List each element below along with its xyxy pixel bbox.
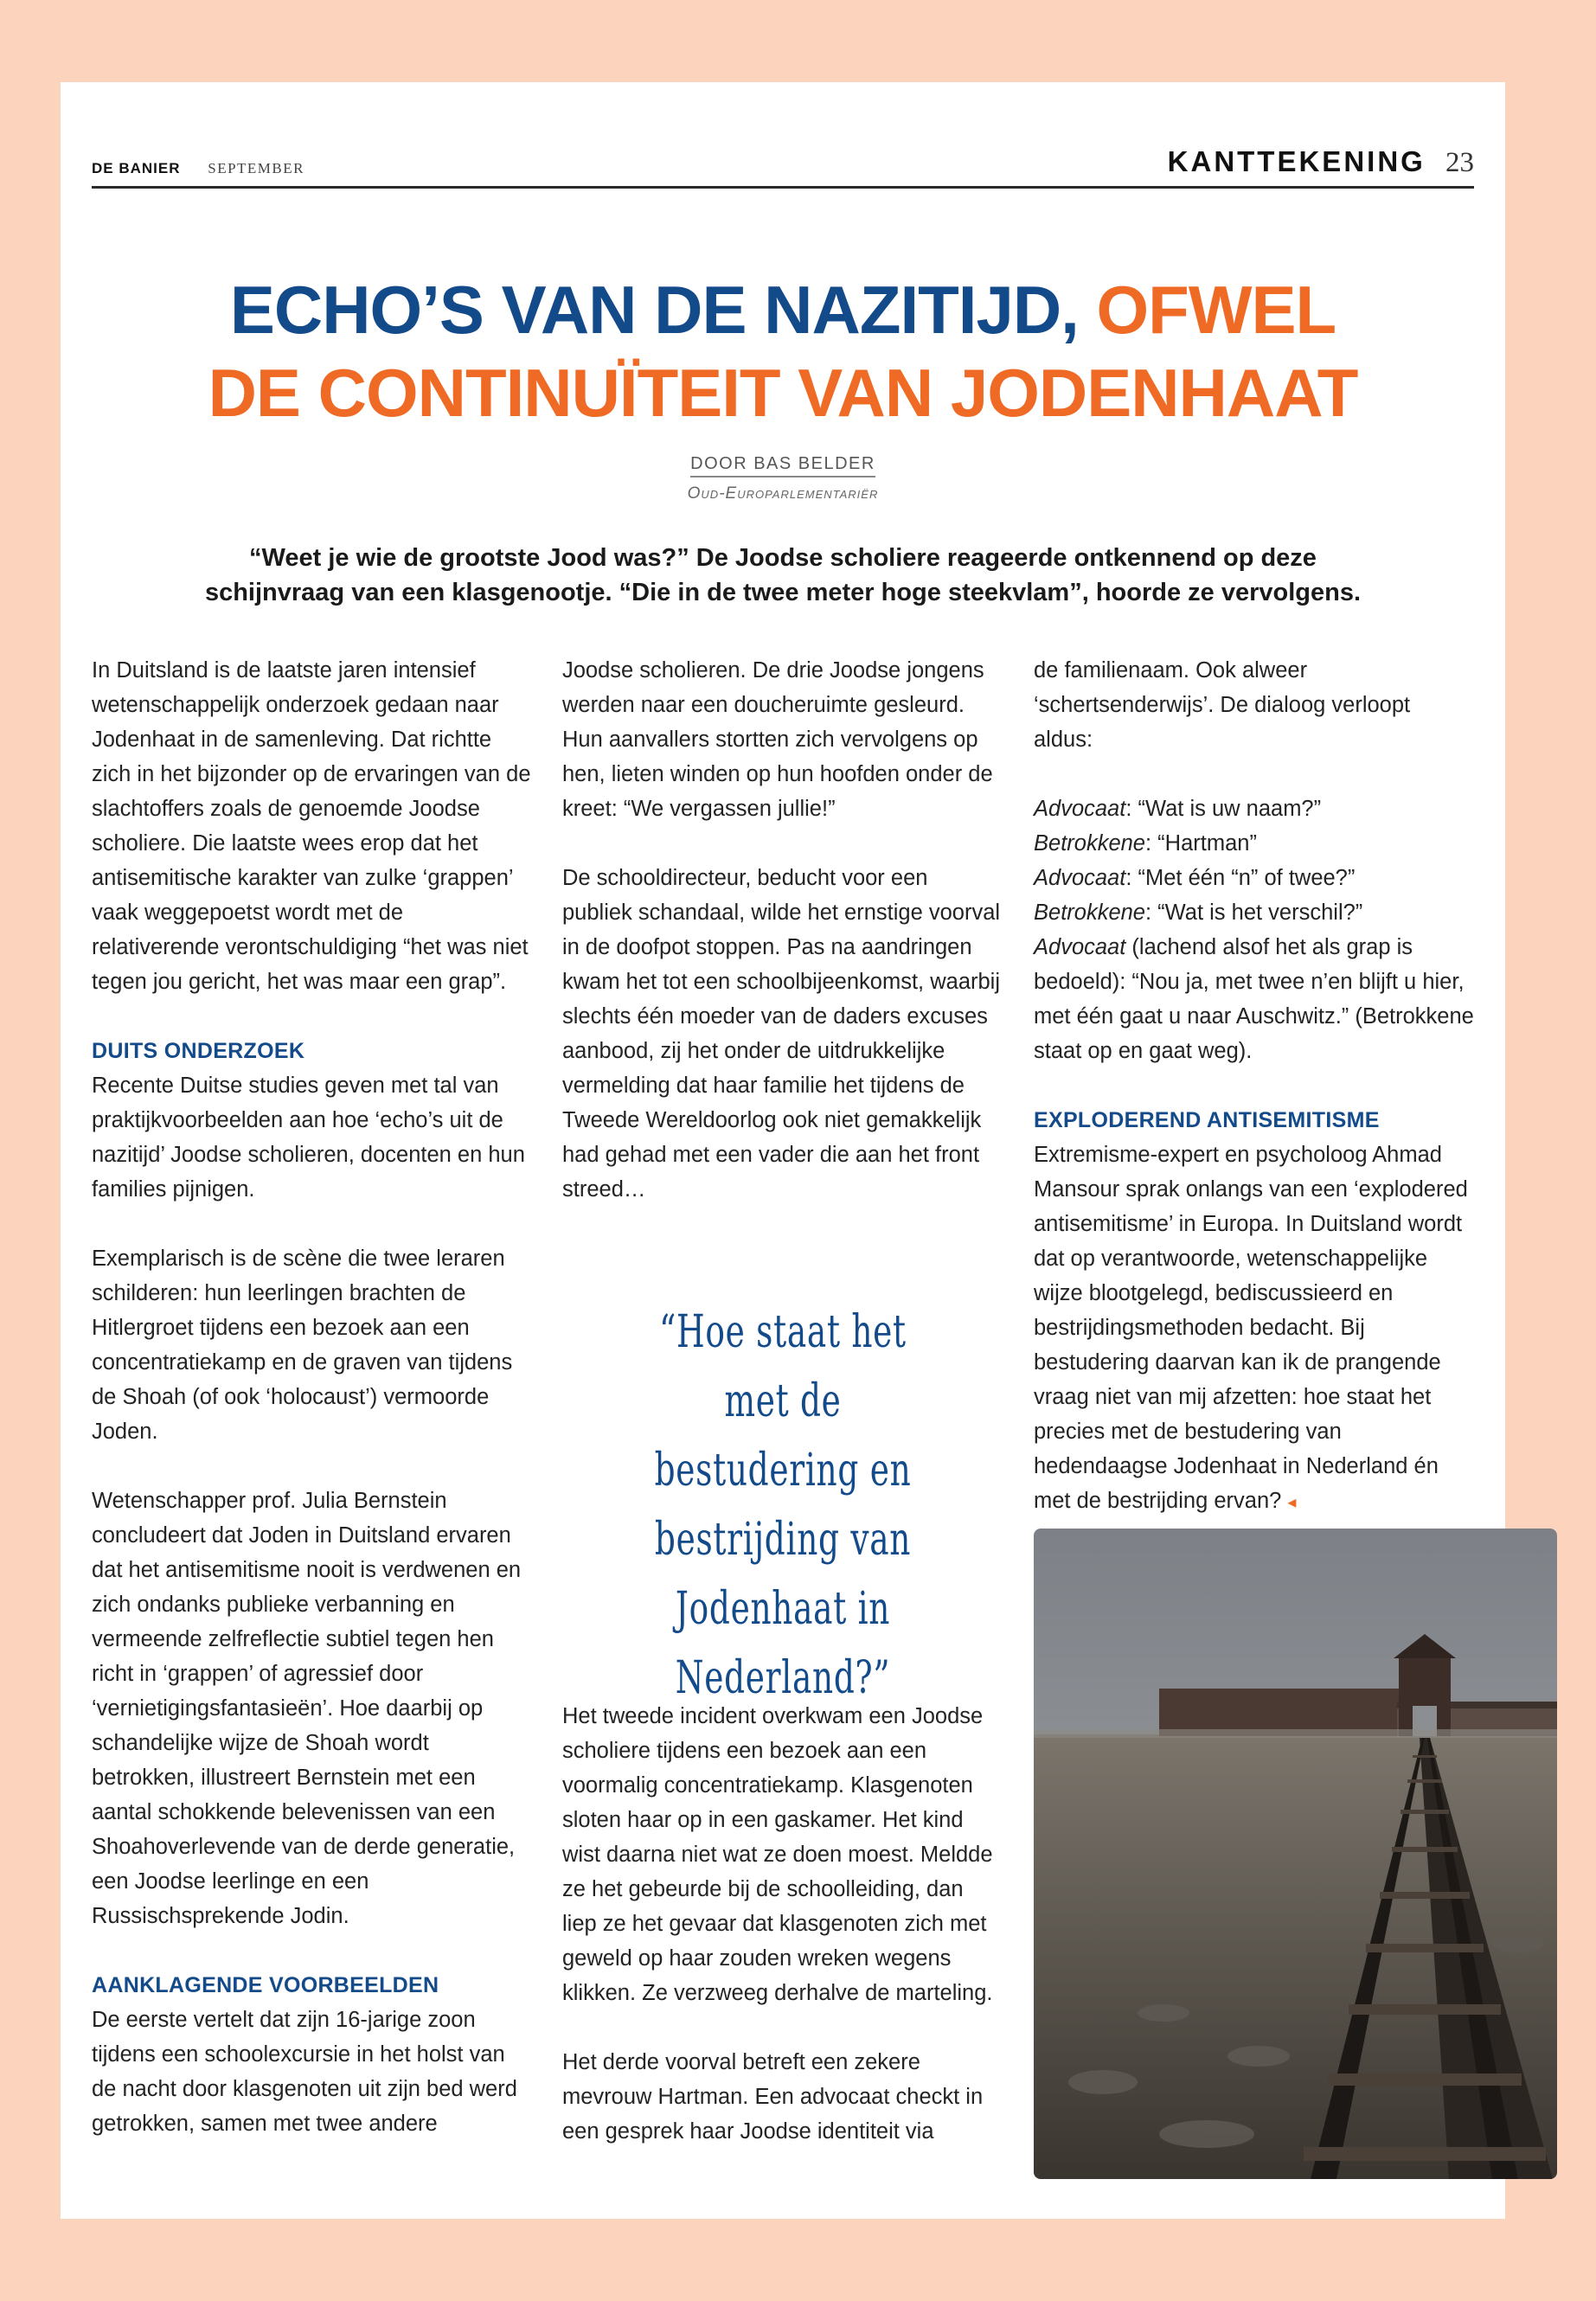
paragraph: Het tweede incident overkwam een Joodse scholiere tijdens een bezoek aan een voormalig concentratiekamp. Klasgenoten sloten haar op in een gaskamer. Het kind wist daarna niet wat ze doen moest. Meldde ze het gebeurde bij de schoolleiding, dan liep ze het gevaar dat klasgenoten zich met geweld op haar zouden wreken wegens klikken. Ze verzweeg derhalve de marteling. (562, 1704, 993, 2005)
article-title (61, 268, 1505, 434)
subheading-aanklagende-voorbeelden: AANKLAGENDE VOORBEELDEN (92, 1973, 439, 1997)
dialogue-text: : “Wat is het verschil?” (1145, 901, 1363, 925)
running-header (92, 144, 1474, 189)
issue-month: SEPTEMBER (208, 160, 304, 176)
dialogue-text: : “Wat is uw naam?” (1125, 797, 1322, 821)
railway-illustration (1034, 1529, 1557, 2179)
column-2-lower (562, 1699, 1003, 2183)
subheading-duits-onderzoek: DUITS ONDERZOEK (92, 1039, 305, 1063)
paragraph (1034, 1138, 1475, 1520)
paragraph-text: Extremisme-expert en psycholoog Ahmad Mansour sprak onlangs van een ‘explodered antisemitisme’ in Europa. In Duitsland wordt dat op verantwoorde, wetenschappelijke wijze blootgelegd, bediscussieerd en bestrijdingsmethoden bedacht. Bij bestudering daarvan kan ik de prangende vraag niet van mij afzetten: hoe staat het precies met de bestudering van hedendaagse Jodenhaat in Nederland én met de bestrijding ervan? (1034, 1143, 1468, 1513)
column-2 (562, 653, 1003, 1241)
pull-quote: “Hoe staat het met de bestudering en bestrijding van Jodenhaat in Nederland?” (654, 1306, 912, 1704)
header-right (1168, 145, 1474, 179)
magazine-page (61, 82, 1505, 2219)
dialogue-text: : “Hartman” (1145, 831, 1257, 856)
byline (61, 454, 1505, 503)
title-orange-part: OFWEL (1096, 272, 1336, 348)
dialogue-speaker: Betrokkene (1034, 901, 1145, 925)
end-mark-icon: ◂ (1287, 1493, 1297, 1512)
intro-line-1: “Weet je wie de grootste Jood was?” De Joodse scholiere reageerde ontkennend op deze (249, 544, 1317, 572)
title-blue-part: ECHO’S VAN DE NAZITIJD, (229, 272, 1097, 348)
dialogue-line (1034, 792, 1475, 826)
paragraph: Recente Duitse studies geven met tal van praktijkvoorbeelden aan hoe ‘echo’s uit de nazitijd’ Joodse scholieren, docenten en hun families pijnigen. (92, 1074, 525, 1202)
paragraph: de familienaam. Ook alweer ‘schertsenderwijs’. De dialoog verloopt aldus: (1034, 658, 1411, 752)
dialogue-speaker: Advocaat (1034, 866, 1126, 890)
title-line-2: DE CONTINUÏTEIT VAN JODENHAAT (208, 355, 1358, 431)
title-line-1 (61, 268, 1505, 351)
intro-line-2: schijnvraag van een klasgenootje. “Die in de twee meter hoge steekvlam”, hoorde ze vervolgens. (204, 579, 1362, 606)
photo-railway-tracks (1034, 1529, 1557, 2179)
paragraph: De schooldirecteur, beducht voor een publiek schandaal, wilde het ernstige voorval in de doofpot stoppen. Pas na aandringen kwam het tot een schoolbijeenkomst, waarbij slechts één moeder van de daders excuses aanbood, zij het onder de uitdrukkelijke vermelding dat haar familie het tijdens de Tweede Wereldoorlog ook niet gemakkelijk had gehad met een vader die aan het front streed… (562, 866, 1001, 1202)
paragraph: In Duitsland is de laatste jaren intensief wetenschappelijk onderzoek gedaan naar Jodenhaat in de samenleving. Dat richtte zich in het bijzonder op de ervaringen van de slachtoffers zoals de genoemde Joodse scholiere. Die laatste wees erop dat het antisemitische karakter van zulke ‘grappen’ vaak weggepoetst wordt met de relativerende verontschuldiging “het was niet tegen jou gericht, het was maar een grap”. (92, 658, 531, 994)
dialogue-line (1034, 930, 1475, 1068)
header-left (92, 160, 304, 177)
dialogue-text: (lachend alsof het als grap is bedoeld): “Nou ja, met twee n’en blijft u hier, met één gaat u naar Auschwitz.” (Betrokkene staat op en gaat weg). (1034, 935, 1474, 1063)
dialogue-line (1034, 895, 1475, 930)
section-name: KANTTEKENING (1167, 145, 1426, 177)
paragraph: Wetenschapper prof. Julia Bernstein concludeert dat Joden in Duitsland ervaren dat het antisemitisme nooit is verdwenen en zich ondanks publieke verbanning en vermeende zelfreflectie subtiel tegen hen richt in ‘grappen’ of agressief door ‘vernietigingsfantasieën’. Hoe daarbij op schandelijke wijze de Shoah wordt betrokken, illustreert Bernstein met een aantal schokkende belevenissen van een Shoahoverlevende van de derde generatie, een Joodse leerlinge en een Russischsprekende Jodin. (92, 1489, 522, 1928)
paragraph: Het derde voorval betreft een zekere mevrouw Hartman. Een advocaat checkt in een gesprek haar Joodse identiteit via (562, 2050, 984, 2144)
dialogue-line (1034, 826, 1475, 861)
paragraph: De eerste vertelt dat zijn 16-jarige zoon tijdens een schoolexcursie in het holst van de nacht door klasgenoten uit zijn bed werd getrokken, samen met twee andere (92, 2008, 517, 2136)
column-1 (92, 653, 533, 2176)
paragraph: Joodse scholieren. De drie Joodse jongens werden naar een doucheruimte gesleurd. Hun aanvallers stortten zich vervolgens op hen, lieten winden op hun hoofden onder de kreet: “We vergassen jullie!” (562, 658, 993, 821)
page-number: 23 (1445, 147, 1474, 178)
dialogue-speaker: Advocaat (1034, 935, 1126, 959)
paragraph: Exemplarisch is de scène die twee leraren schilderen: hun leerlingen brachten de Hitlergroet tijdens een bezoek aan een concentratiekamp en de graven van tijdens de Shoah (of ook ‘holocaust’) vermoorde Joden. (92, 1247, 513, 1444)
intro-lead (164, 541, 1401, 610)
dialogue-line (1034, 861, 1475, 895)
publication-name: DE BANIER (92, 160, 181, 176)
dialogue-speaker: Advocaat (1034, 797, 1126, 821)
dialogue-text: : “Met één “n” of twee?” (1125, 866, 1356, 890)
column-3 (1034, 653, 1475, 1554)
dialogue-speaker: Betrokkene (1034, 831, 1145, 856)
author-role: Oud-Europarlementariër (687, 484, 879, 503)
author: DOOR BAS BELDER (690, 454, 875, 478)
subheading-exploderend-antisemitisme: EXPLODEREND ANTISEMITISME (1034, 1108, 1380, 1132)
